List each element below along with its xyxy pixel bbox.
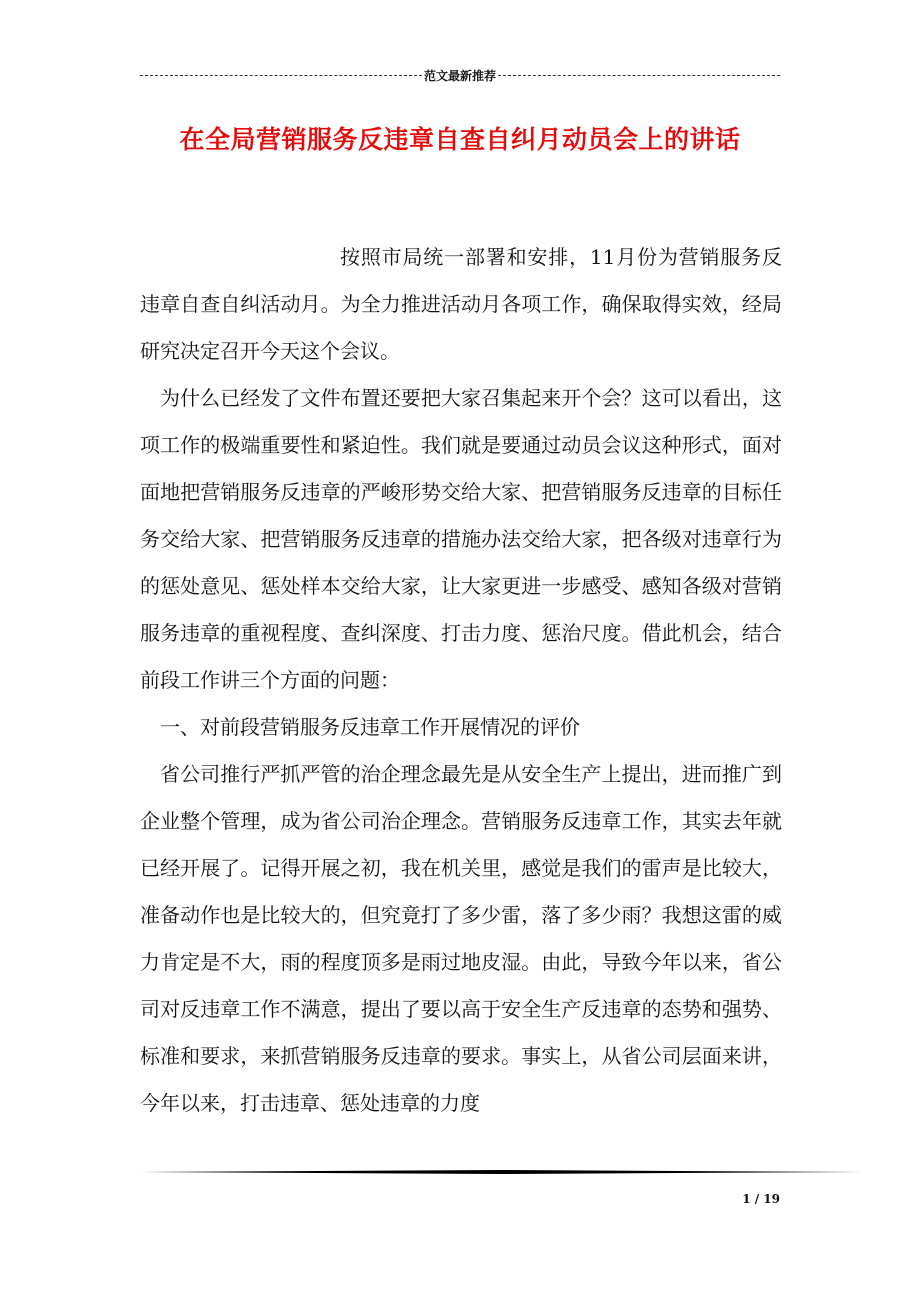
paragraph: 省公司推行严抓严管的治企理念最先是从安全生产上提出，进而推广到企业整个管理，成为省公司治企理念。营销服务反违章工作，其实去年就已经开展了。记得开展之初，我在机关里，感觉是我们的雷声是比较大，准备动作也是比较大的，但究竟打了多少雷，落了多少雨？我想这雷的威力肯定是不大，雨的程度顶多是雨过地皮湿。由此，导致今年以来，省公司对反违章工作不满意，提出了要以高于安全生产反违章的态势和强势、标准和要求，来抓营销服务反违章的要求。事实上，从省公司层面来讲，今年以来，打击违章、惩处违章的力度 bbox=[140, 762, 782, 1115]
page-number: 1 / 19 bbox=[742, 1192, 780, 1206]
paragraph: 为什么已经发了文件布置还要把大家召集起来开个会？这可以看出，这项工作的极端重要性和紧迫性。我们就是要通过动员会议这种形式，面对面地把营销服务反违章的严峻形势交给大家、把营销服务反违章的目标任务交给大家、把营销服务反违章的措施办法交给大家，把各级对违章行为的惩处意见、惩处样本交给大家，让大家更进一步感受、感知各级对营销服务违章的重视程度、查纠深度、打击力度、惩治尺度。借此机会，结合前段工作讲三个方面的问题： bbox=[140, 386, 782, 692]
header-dash-left bbox=[140, 75, 422, 76]
header-dash-right bbox=[498, 75, 780, 76]
paragraph: 按照市局统一部署和安排，11月份为营销服务反违章自查自纠活动月。为全力推进活动月各项工作，确保取得实效，经局研究决定召开今天这个会议。 bbox=[140, 245, 782, 363]
page-header bbox=[140, 66, 780, 84]
footer-rule bbox=[140, 1170, 862, 1174]
section-heading: 一、对前段营销服务反违章工作开展情况的评价 bbox=[160, 715, 580, 739]
document-title: 在全局营销服务反违章自查自纠月动员会上的讲话 bbox=[179, 125, 741, 154]
header-label: 范文最新推荐 bbox=[424, 68, 497, 83]
document-body bbox=[140, 234, 782, 1127]
